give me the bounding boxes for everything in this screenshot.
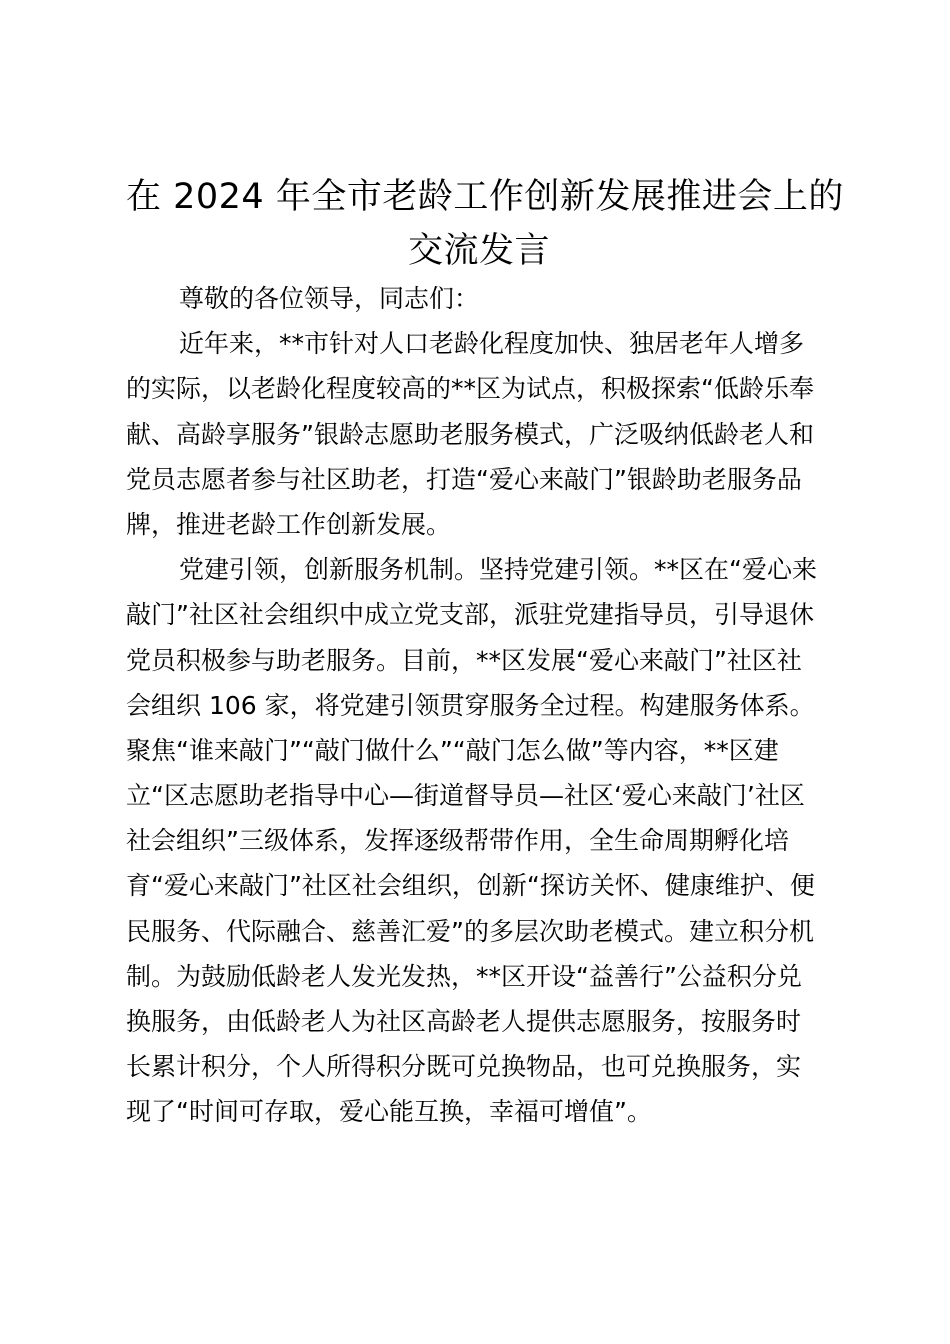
document-body: [126, 276, 832, 1135]
salutation: 尊敬的各位领导，同志们：: [179, 284, 480, 313]
paragraph-line: 党员积极参与助老服务。目前，**区发展“爱心来敲门”社区社: [126, 645, 802, 675]
paragraph-line: 牌，推进老龄工作创新发展。: [126, 509, 452, 539]
paragraph-line: 的实际，以老龄化程度较高的**区为试点，积极探索“低龄乐奉: [126, 374, 814, 404]
paragraph-line: 民服务、代际融合、慈善汇爱”的多层次助老模式。建立积分机: [126, 916, 814, 946]
paragraph-line: 立“区志愿助老指导中心—街道督导员—社区‘爱心来敲门’社区: [126, 781, 805, 811]
paragraph-line: 聚焦“谁来敲门”“敲门做什么”“敲门怎么做”等内容，**区建: [126, 735, 779, 765]
paragraph-line: 育“爱心来敲门”社区社会组织，创新“探访关怀、健康维护、便: [126, 871, 815, 901]
paragraph-line: 制。为鼓励低龄老人发光发热，**区开设“益善行”公益积分兑: [126, 961, 802, 991]
paragraph-line: 长累计积分，个人所得积分既可兑换物品，也可兑换服务，实: [126, 1052, 802, 1082]
intro-paragraph: [126, 321, 832, 547]
paragraph-line: 换服务，由低龄老人为社区高龄老人提供志愿服务，按服务时: [126, 1007, 802, 1036]
paragraph-line: 现了“时间可存取，爱心能互换，幸福可增值”。: [126, 1097, 652, 1127]
paragraph-line: 近年来，**市针对人口老龄化程度加快、独居老年人增多: [179, 329, 805, 359]
paragraph-line: 社会组织”三级体系，发挥逐级帮带作用，全生命周期孵化培: [126, 826, 789, 856]
paragraph-line: 党员志愿者参与社区助老，打造“爱心来敲门”银龄助老服务品: [126, 464, 802, 494]
salutation-paragraph: [126, 276, 832, 321]
paragraph-line: 党建引领，创新服务机制。坚持党建引领。**区在“爱心来: [179, 555, 817, 585]
paragraph-line: 敲门”社区社会组织中成立党支部，派驻党建指导员，引导退休: [126, 600, 814, 630]
paragraph-line: 献、高龄享服务”银龄志愿助老服务模式，广泛吸纳低龄老人和: [126, 419, 814, 449]
document-title: [126, 170, 844, 278]
title-line: 交流发言: [407, 231, 550, 271]
title-line: 在 2024 年全市老龄工作创新发展推进会上的: [126, 177, 844, 217]
paragraph-line: 会组织 106 家，将党建引领贯穿服务全过程。构建服务体系。: [126, 690, 815, 720]
party-building-paragraph: [126, 547, 832, 1134]
